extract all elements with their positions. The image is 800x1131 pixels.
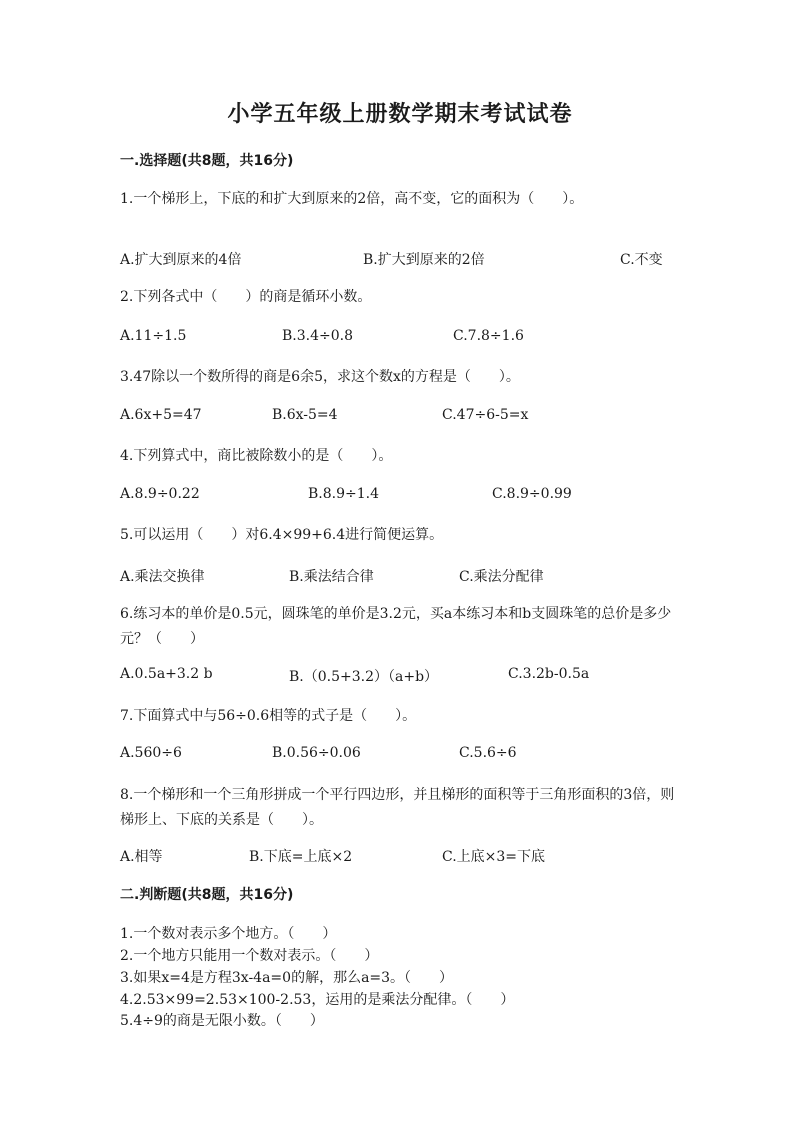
option-a[interactable]: A.560÷6 (120, 745, 182, 761)
option-b[interactable]: B.扩大到原来的2倍 (363, 252, 485, 268)
section-title-choice: 一.选择题(共8题，共16分) (120, 153, 294, 169)
section-title-judgment: 二.判断题(共8题，共16分) (120, 887, 294, 903)
tf-question-1: 1.一个数对表示多个地方。（ ） (120, 926, 337, 942)
options-8 (120, 846, 680, 868)
option-c[interactable]: C.上底×3=下底 (442, 849, 546, 865)
question-8: 8.一个梯形和一个三角形拼成一个平行四边形，并且梯形的面积等于三角形面积的3倍，则梯形上、下底的关系是（ ）。 (120, 787, 675, 828)
option-b[interactable]: B.0.56÷0.06 (272, 745, 361, 761)
option-a[interactable]: A.扩大到原来的4倍 (120, 252, 242, 268)
question-3: 3.47除以一个数所得的商是6余5，求这个数x的方程是（ ）。 (120, 369, 520, 385)
option-c[interactable]: C.47÷6-5=x (442, 407, 529, 423)
option-b[interactable]: B.8.9÷1.4 (308, 486, 379, 502)
options-4 (120, 486, 680, 508)
option-c[interactable]: C.7.8÷1.6 (453, 328, 524, 344)
option-c[interactable]: C.3.2b-0.5a (508, 666, 590, 682)
tf-question-4: 4.2.53×99=2.53×100-2.53，运用的是乘法分配律。（ ） (120, 992, 515, 1008)
question-7: 7.下面算式中与56÷0.6相等的式子是（ ）。 (120, 708, 417, 724)
tf-question-3: 3.如果x=4是方程3x-4a=0的解，那么a=3。（ ） (120, 970, 454, 986)
options-6 (120, 666, 680, 688)
options-3 (120, 407, 680, 429)
question-2: 2.下列各式中（ ）的商是循环小数。 (120, 289, 372, 305)
question-5: 5.可以运用（ ）对6.4×99+6.4进行简便运算。 (120, 527, 444, 543)
option-a[interactable]: A.0.5a+3.2 b (120, 666, 213, 682)
option-c[interactable]: C.不变 (620, 252, 663, 268)
options-5 (120, 566, 680, 588)
option-a[interactable]: A.6x+5=47 (120, 407, 202, 423)
option-c[interactable]: C.5.6÷6 (459, 745, 517, 761)
options-1 (120, 249, 680, 271)
page-title: 小学五年级上册数学期末考试试卷 (227, 102, 573, 127)
question-6: 6.练习本的单价是0.5元，圆珠笔的单价是3.2元，买a本练习本和b支圆珠笔的总价是多少元？（ ） (120, 606, 672, 647)
option-b[interactable]: B.乘法结合律 (289, 569, 374, 585)
option-a[interactable]: A.相等 (120, 849, 163, 865)
option-a[interactable]: A.8.9÷0.22 (120, 486, 200, 502)
option-a[interactable]: A.11÷1.5 (120, 328, 187, 344)
tf-question-2: 2.一个地方只能用一个数对表示。（ ） (120, 948, 379, 964)
options-2 (120, 328, 680, 350)
question-4: 4.下列算式中，商比被除数小的是（ ）。 (120, 448, 393, 464)
option-c[interactable]: C.乘法分配律 (459, 569, 544, 585)
option-b[interactable]: B.（0.5+3.2）（a+b） (289, 669, 439, 685)
option-c[interactable]: C.8.9÷0.99 (492, 486, 572, 502)
question-1: 1.一个梯形上，下底的和扩大到原来的2倍，高不变，它的面积为（ ）。 (120, 191, 584, 207)
option-b[interactable]: B.下底=上底×2 (249, 849, 353, 865)
option-a[interactable]: A.乘法交换律 (120, 569, 205, 585)
option-b[interactable]: B.3.4÷0.8 (282, 328, 353, 344)
option-b[interactable]: B.6x-5=4 (272, 407, 338, 423)
options-7 (120, 745, 680, 767)
tf-question-5: 5.4÷9的商是无限小数。（ ） (120, 1013, 324, 1029)
